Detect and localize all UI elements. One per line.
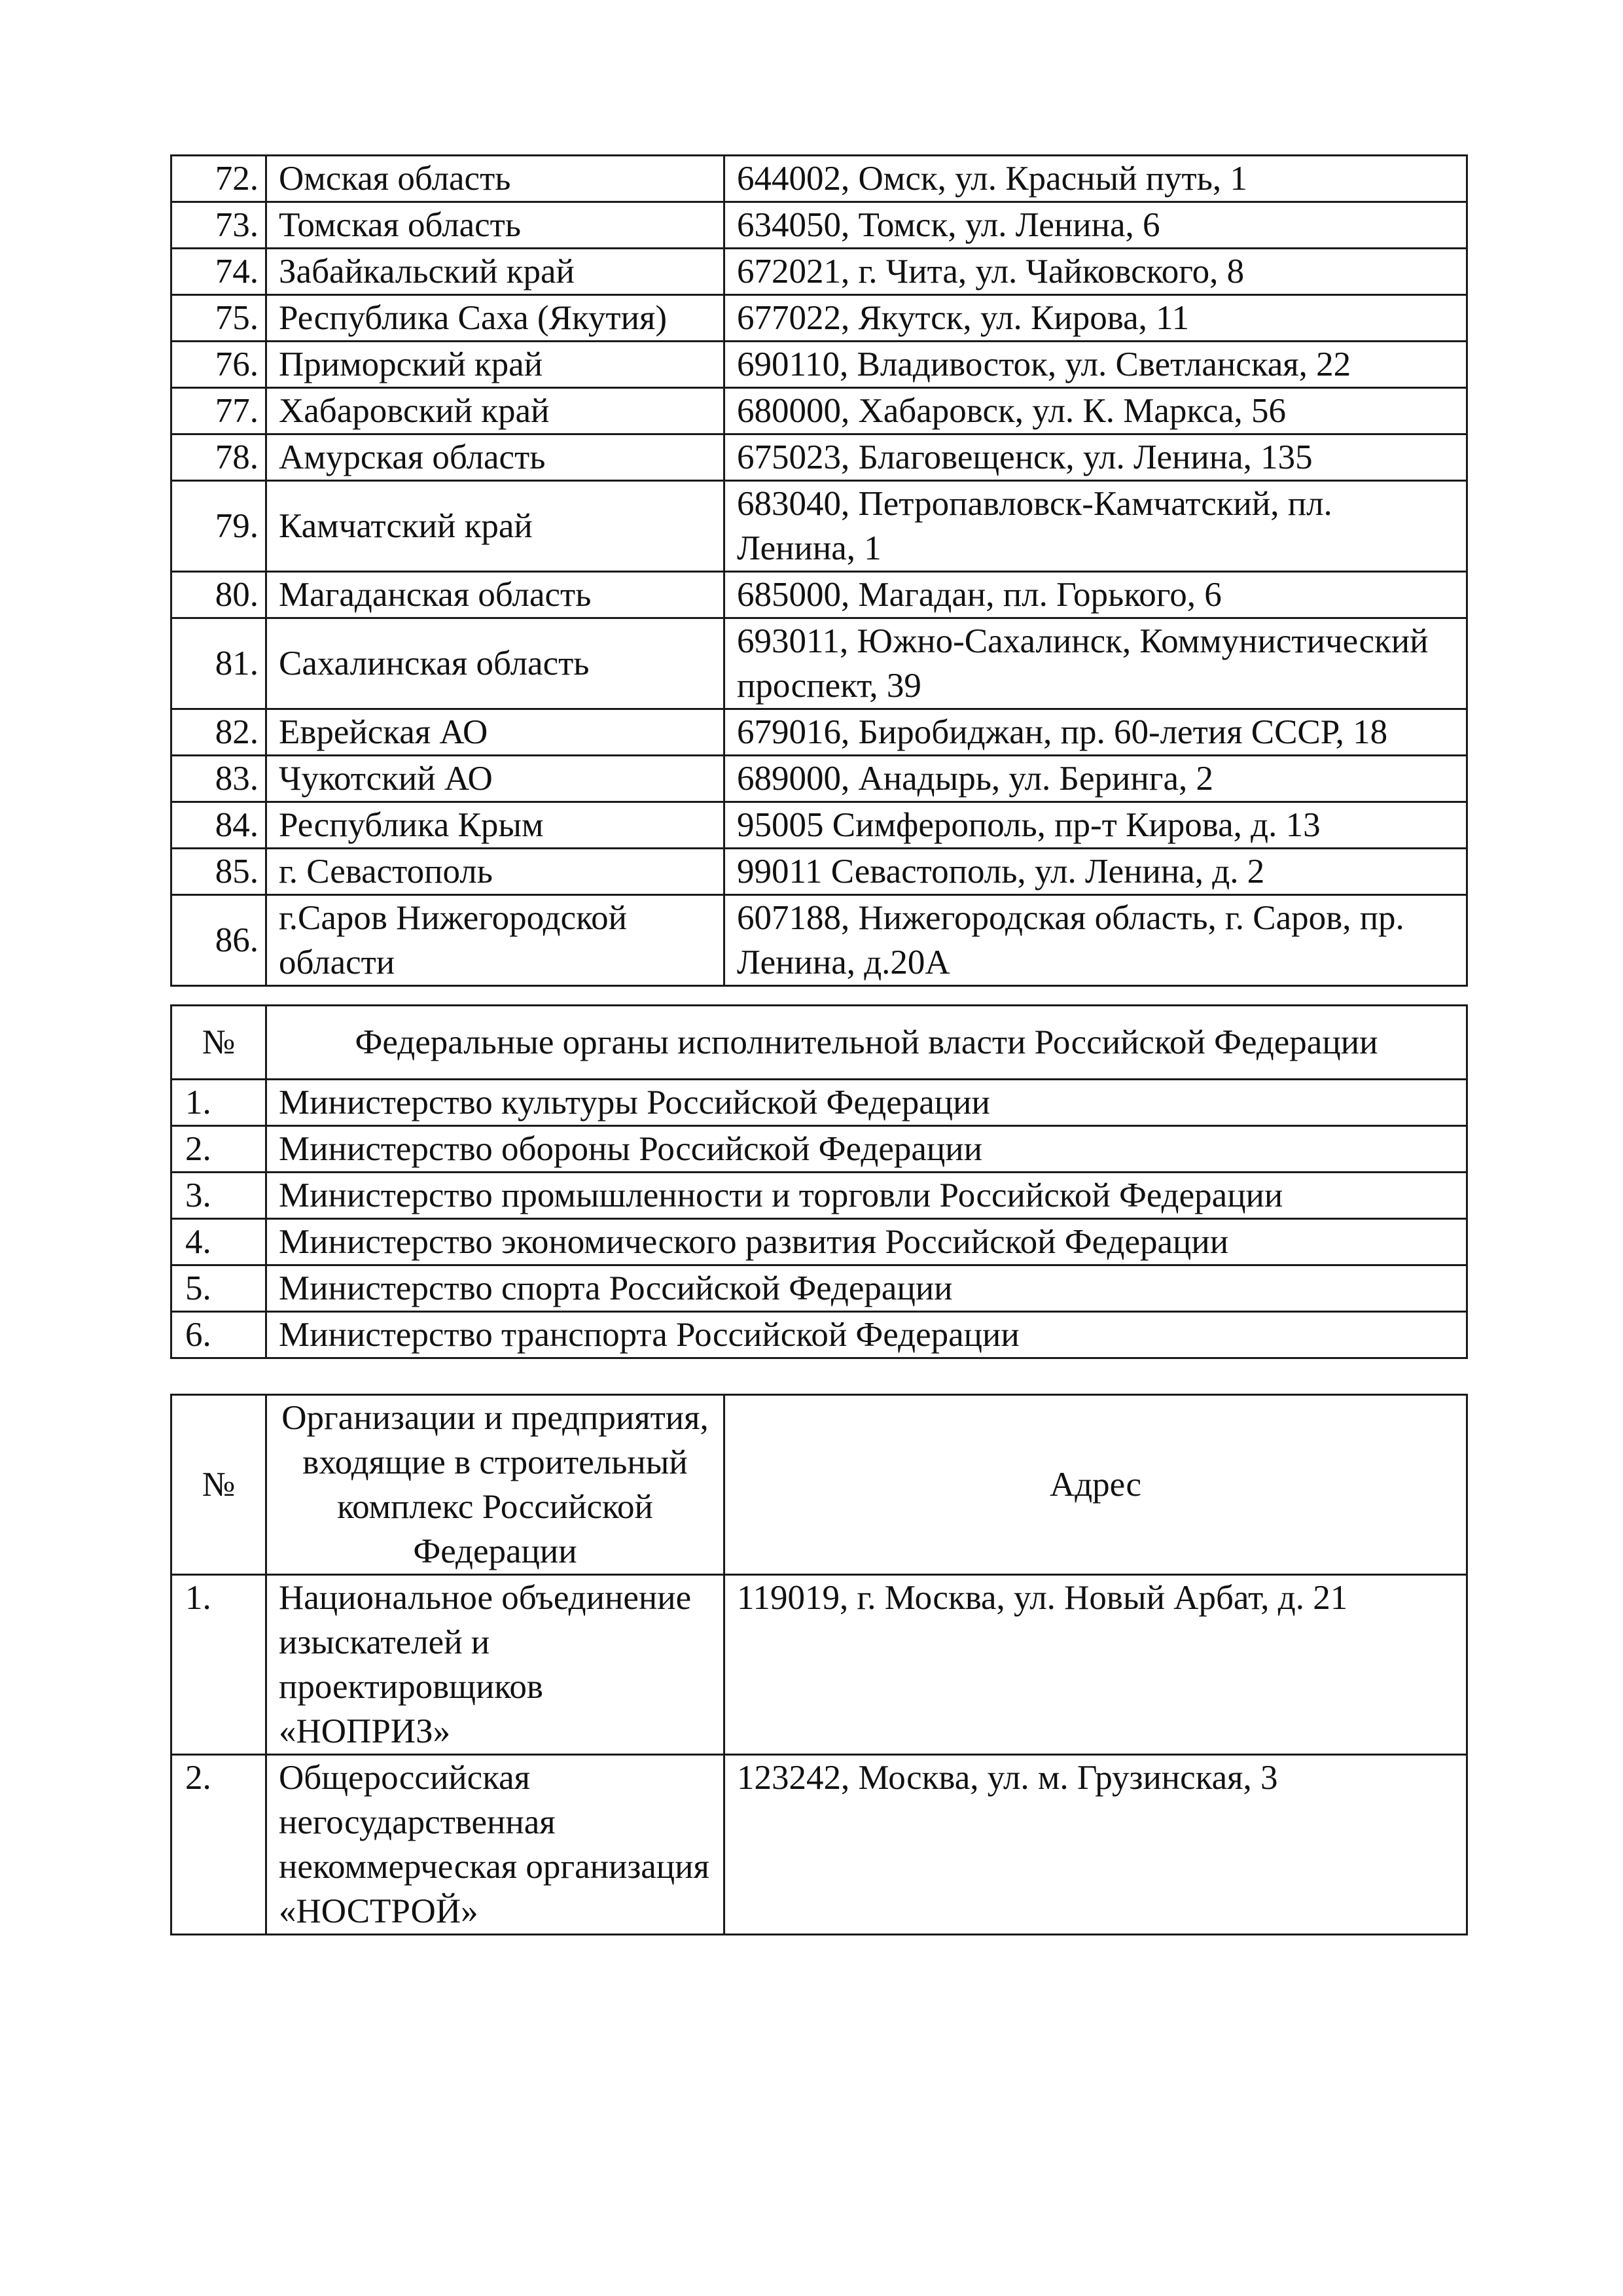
- table-row: [171, 1173, 1467, 1219]
- region-address: 607188, Нижегородская область, г. Саров, пр. Ленина, д.20А: [724, 895, 1467, 986]
- region-name: Сахалинская область: [266, 618, 724, 709]
- region-name: Чукотский АО: [266, 756, 724, 802]
- region-address: 95005 Симферополь, пр-т Кирова, д. 13: [724, 802, 1467, 849]
- region-name: Томская область: [266, 202, 724, 249]
- region-address: 634050, Томск, ул. Ленина, 6: [724, 202, 1467, 249]
- table-row: [171, 1575, 1467, 1755]
- row-number: 5.: [171, 1265, 266, 1312]
- table-row: [171, 572, 1467, 618]
- header-organization: Организации и предприятия, входящие в строительный комплекс Российской Федерации: [266, 1395, 724, 1575]
- table-row: [171, 1755, 1467, 1935]
- region-address: 679016, Биробиджан, пр. 60-летия СССР, 18: [724, 709, 1467, 756]
- row-number: 85.: [171, 849, 266, 895]
- region-address: 685000, Магадан, пл. Горького, 6: [724, 572, 1467, 618]
- table-row: [171, 342, 1467, 388]
- ministry-name: Министерство культуры Российской Федерации: [266, 1080, 1467, 1126]
- table-row: [171, 1219, 1467, 1265]
- region-name: Хабаровский край: [266, 388, 724, 434]
- region-address: 644002, Омск, ул. Красный путь, 1: [724, 156, 1467, 202]
- region-name: Еврейская АО: [266, 709, 724, 756]
- table-header-row: [171, 1006, 1467, 1080]
- federal-bodies-table: [170, 1004, 1468, 1359]
- table-row: [171, 802, 1467, 849]
- table-row: [171, 756, 1467, 802]
- region-address: 689000, Анадырь, ул. Беринга, 2: [724, 756, 1467, 802]
- region-name: Забайкальский край: [266, 249, 724, 295]
- table-row: [171, 434, 1467, 481]
- row-number: 2.: [171, 1126, 266, 1173]
- row-number: 82.: [171, 709, 266, 756]
- organization-address: 119019, г. Москва, ул. Новый Арбат, д. 21: [724, 1575, 1467, 1755]
- ministry-name: Министерство спорта Российской Федерации: [266, 1265, 1467, 1312]
- organization-address: 123242, Москва, ул. м. Грузинская, 3: [724, 1755, 1467, 1935]
- header-number: №: [171, 1006, 266, 1080]
- table-row: [171, 1265, 1467, 1312]
- row-number: 78.: [171, 434, 266, 481]
- header-title: Федеральные органы исполнительной власти Российской Федерации: [266, 1006, 1467, 1080]
- row-number: 75.: [171, 295, 266, 342]
- regions-table: [170, 154, 1468, 987]
- header-address: Адрес: [724, 1395, 1467, 1575]
- region-address: 672021, г. Чита, ул. Чайковского, 8: [724, 249, 1467, 295]
- table-row: [171, 202, 1467, 249]
- region-name: Приморский край: [266, 342, 724, 388]
- table-row: [171, 249, 1467, 295]
- region-address: 99011 Севастополь, ул. Ленина, д. 2: [724, 849, 1467, 895]
- table-row: [171, 1126, 1467, 1173]
- row-number: 77.: [171, 388, 266, 434]
- row-number: 76.: [171, 342, 266, 388]
- region-address: 680000, Хабаровск, ул. К. Маркса, 56: [724, 388, 1467, 434]
- row-number: 3.: [171, 1173, 266, 1219]
- ministry-name: Министерство экономического развития Российской Федерации: [266, 1219, 1467, 1265]
- row-number: 79.: [171, 481, 266, 572]
- row-number: 83.: [171, 756, 266, 802]
- region-name: Республика Саха (Якутия): [266, 295, 724, 342]
- table-header-row: [171, 1395, 1467, 1575]
- row-number: 74.: [171, 249, 266, 295]
- organizations-table: [170, 1394, 1468, 1935]
- table-row: [171, 1312, 1467, 1358]
- table-row: [171, 156, 1467, 202]
- row-number: 84.: [171, 802, 266, 849]
- ministry-name: Министерство промышленности и торговли Российской Федерации: [266, 1173, 1467, 1219]
- table-row: [171, 618, 1467, 709]
- row-number: 6.: [171, 1312, 266, 1358]
- table-row: [171, 481, 1467, 572]
- region-address: 690110, Владивосток, ул. Светланская, 22: [724, 342, 1467, 388]
- row-number: 86.: [171, 895, 266, 986]
- region-address: 693011, Южно-Сахалинск, Коммунистический проспект, 39: [724, 618, 1467, 709]
- region-name: Амурская область: [266, 434, 724, 481]
- ministry-name: Министерство обороны Российской Федерации: [266, 1126, 1467, 1173]
- row-number: 81.: [171, 618, 266, 709]
- row-number: 72.: [171, 156, 266, 202]
- table-row: [171, 849, 1467, 895]
- region-address: 677022, Якутск, ул. Кирова, 11: [724, 295, 1467, 342]
- table-row: [171, 1080, 1467, 1126]
- organization-name: Общероссийская негосударственная некоммерческая организация «НОСТРОЙ»: [266, 1755, 724, 1935]
- region-name: г. Севастополь: [266, 849, 724, 895]
- region-name: г.Саров Нижегородской области: [266, 895, 724, 986]
- table-row: [171, 295, 1467, 342]
- row-number: 1.: [171, 1080, 266, 1126]
- region-name: Омская область: [266, 156, 724, 202]
- ministry-name: Министерство транспорта Российской Федерации: [266, 1312, 1467, 1358]
- region-address: 675023, Благовещенск, ул. Ленина, 135: [724, 434, 1467, 481]
- region-name: Магаданская область: [266, 572, 724, 618]
- header-number: №: [171, 1395, 266, 1575]
- region-name: Республика Крым: [266, 802, 724, 849]
- row-number: 2.: [171, 1755, 266, 1935]
- table-row: [171, 709, 1467, 756]
- organization-name: Национальное объединение изыскателей и проектировщиков «НОПРИЗ»: [266, 1575, 724, 1755]
- region-name: Камчатский край: [266, 481, 724, 572]
- row-number: 1.: [171, 1575, 266, 1755]
- table-row: [171, 388, 1467, 434]
- table-row: [171, 895, 1467, 986]
- row-number: 4.: [171, 1219, 266, 1265]
- region-address: 683040, Петропавловск-Камчатский, пл. Ленина, 1: [724, 481, 1467, 572]
- row-number: 73.: [171, 202, 266, 249]
- row-number: 80.: [171, 572, 266, 618]
